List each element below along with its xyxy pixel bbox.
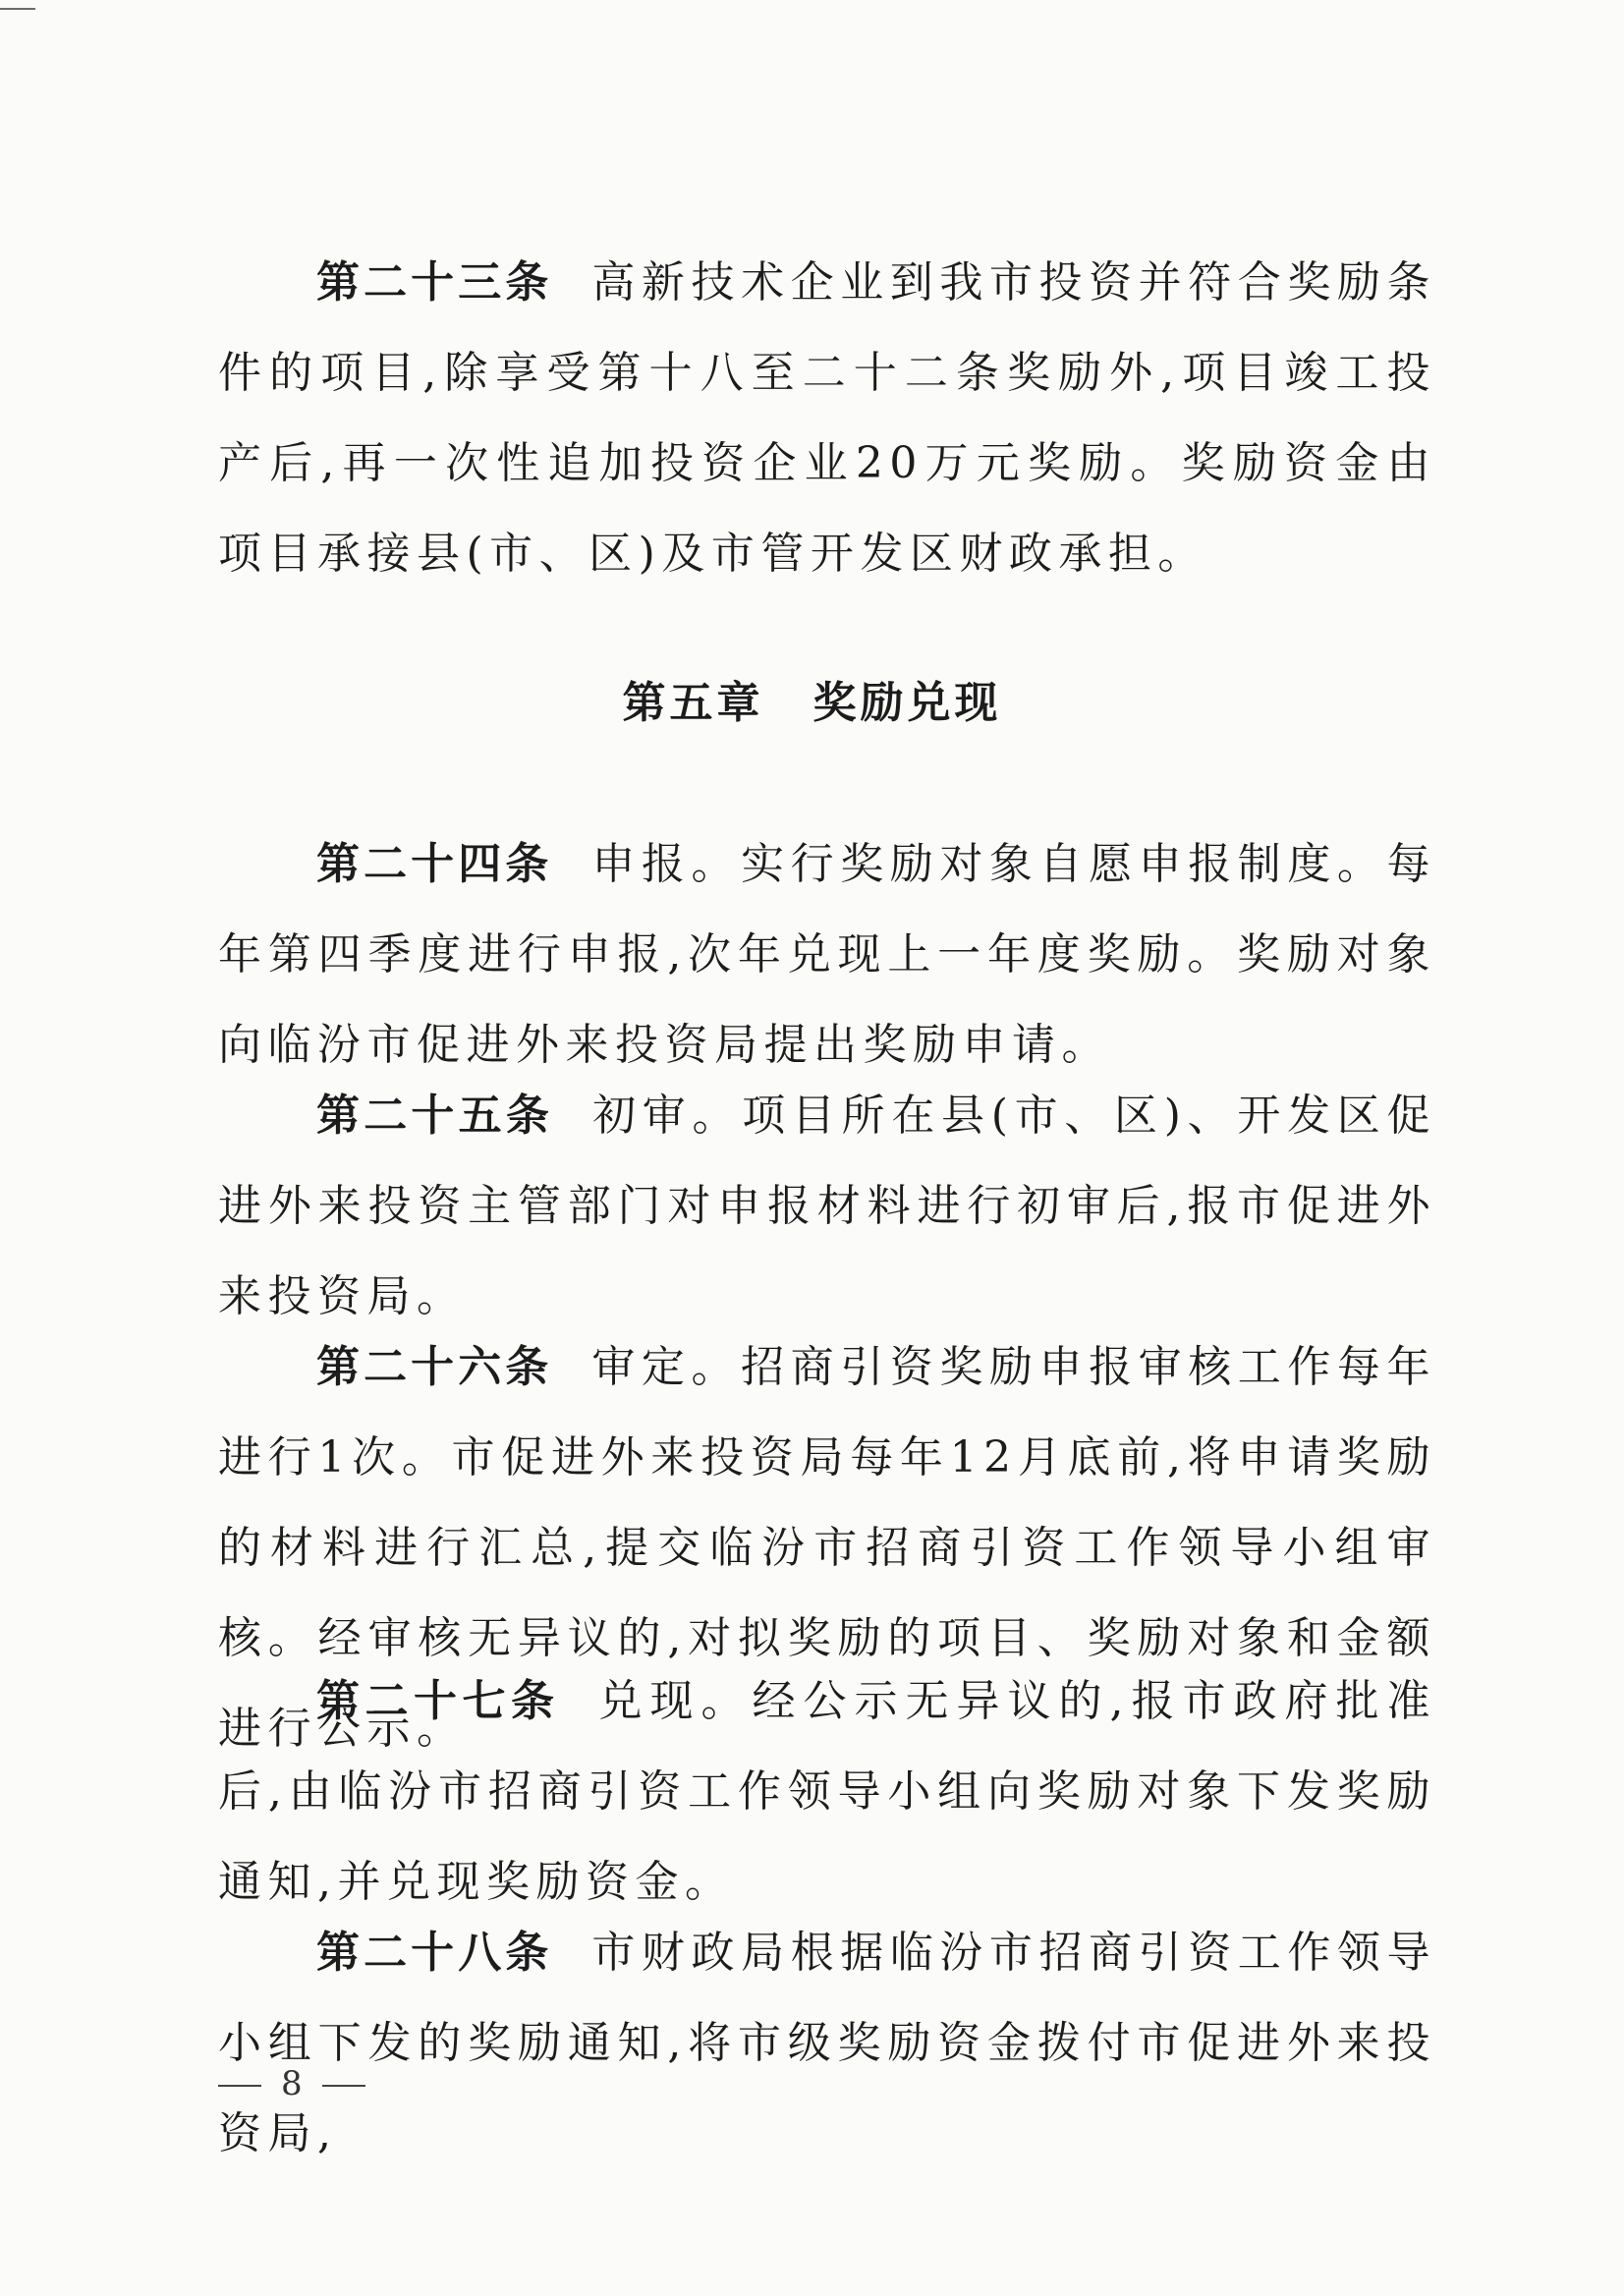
article-number: 第二十六条 — [316, 1342, 553, 1392]
article-text: 兑现。经公示无异议的,报市政府批准后,由临汾市招商引资工作领导小组向奖励对象下发奖励通知,并兑现奖励资金。 — [218, 1676, 1436, 1907]
article-text: 高新技术企业到我市投资并符合奖励条件的项目,除享受第十八至二十二条奖励外,项目竣工投产后,再一次性追加投资企业20万元奖励。奖励资金由项目承接县(市、区)及市管开发区财政承担。 — [218, 257, 1437, 579]
article-27 — [218, 1656, 1436, 1928]
article-25 — [218, 1071, 1436, 1342]
article-number: 第二十八条 — [316, 1928, 553, 1978]
article-text: 审定。招商引资奖励申报审核工作每年进行1次。市促进外来投资局每年12月底前,将申请奖励的材料进行汇总,提交临汾市招商引资工作领导小组审核。经审核无异议的,对拟奖励的项目、奖励对象和金额进行公示。 — [218, 1342, 1437, 1754]
article-23 — [218, 238, 1436, 599]
article-number: 第二十五条 — [316, 1091, 554, 1141]
article-number: 第二十三条 — [316, 257, 553, 308]
chapter-title: 奖励兑现 — [812, 678, 1002, 728]
page-number — [218, 2059, 365, 2108]
page-number-value: 8 — [281, 2064, 303, 2103]
article-number: 第二十七条 — [316, 1676, 560, 1726]
article-text: 市财政局根据临汾市招商引资工作领导小组下发的奖励通知,将市级奖励资金拨付市促进外来投资局, — [218, 1928, 1437, 2158]
chapter-heading — [0, 658, 1624, 749]
scan-corner-mark — [0, 8, 35, 10]
article-number: 第二十四条 — [316, 839, 553, 889]
article-text: 初审。项目所在县(市、区)、开发区促进外来投资主管部门对申报材料进行初审后,报市促进外来投资局。 — [218, 1091, 1436, 1321]
article-text: 申报。实行奖励对象自愿申报制度。每年第四季度进行申报,次年兑现上一年度奖励。奖励对象向临汾市促进外来投资局提出奖励申请。 — [218, 839, 1437, 1070]
chapter-number: 第五章 — [622, 678, 764, 728]
article-24 — [218, 819, 1436, 1091]
article-28 — [218, 1908, 1436, 2179]
